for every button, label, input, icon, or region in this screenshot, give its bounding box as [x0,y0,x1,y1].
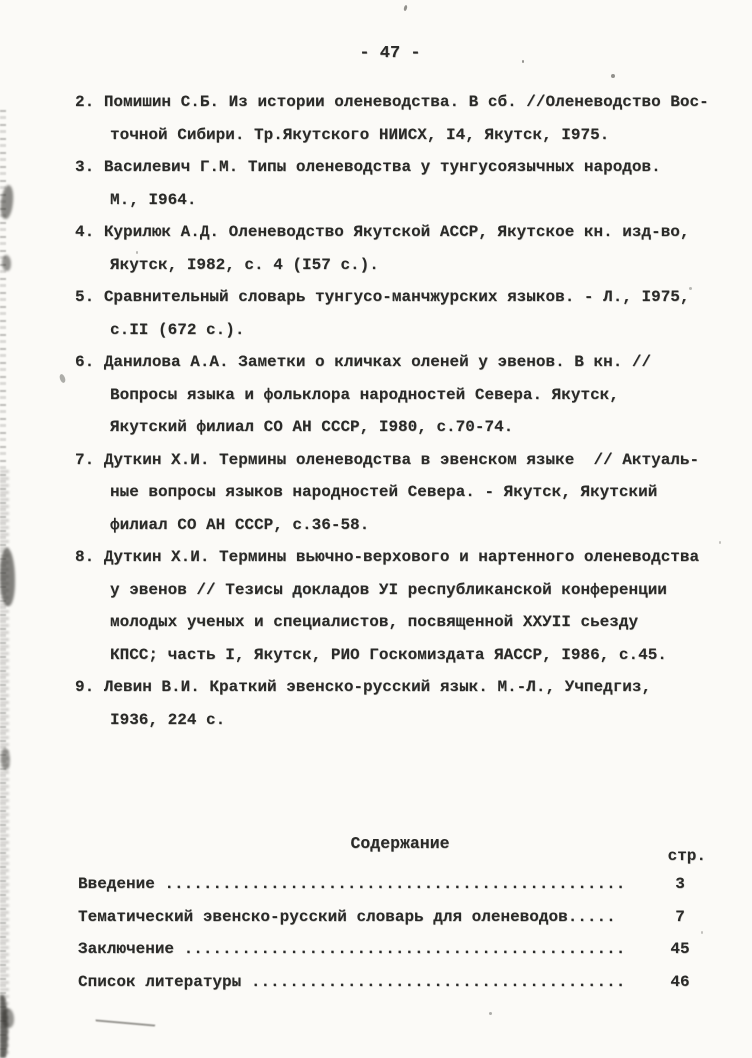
bib-entry-text: Дуткин Х.И. Термины оленеводства в эвенском языке // Актуаль- [103,450,700,469]
scan-artifact-smudge [0,184,15,219]
scan-artifact-left-edge [0,110,6,1058]
bib-entry-text: КПСС; часть I, Якутск, РИО Госкомиздата ЯАССР, I986, с.45. [110,645,667,664]
bib-entry-first-line [75,444,735,477]
bib-entry-number: 3. [75,158,104,176]
toc-row [78,966,722,999]
bib-entry-continuation-line [110,379,735,412]
toc-dot-leader: ..... [567,907,616,926]
bib-entry-number: 6. [75,353,104,371]
bib-entry-continuation-line [110,184,735,217]
bib-entry-first-line [75,541,735,574]
bib-entry-number: 4. [75,223,104,241]
bib-entry-number: 7. [75,450,104,469]
bib-entry-text: Данилова А.А. Заметки о кличках оленей у эвенов. В кн. // [103,353,652,371]
toc-page-number: 3 [675,875,685,893]
contents-page-column-header: стр. [667,847,706,865]
toc-page-number: 46 [670,972,690,991]
bib-entry-text: точной Сибири. Тр.Якутского НИИСХ, I4, Якутск, I975. [110,125,610,144]
bib-entry-first-line [75,346,735,379]
scan-artifact-speck [611,74,615,78]
bib-entry-text: Якутск, I982, с. 4 (I57 с.). [110,255,379,274]
bib-entry-continuation-line [110,574,735,607]
scan-artifact-smudge [2,255,11,271]
toc-entry-label: Список литературы [78,972,242,991]
scan-artifact-speck [59,373,67,383]
toc-dot-leader: .............................................. [174,940,626,958]
bib-entry-continuation-line [110,249,735,282]
toc-row [78,901,722,934]
toc-page-number: 7 [675,907,685,926]
bib-entry-text: Василевич Г.М. Типы оленеводства у тунгусоязычных народов. [103,158,661,176]
bib-entry-text: Левин В.И. Краткий эвенско-русский язык. М.-Л., Учпедгиз, [103,678,652,696]
bib-entry-first-line [75,281,735,314]
bibliography-list [75,86,735,736]
bib-entry-number: 8. [75,548,104,566]
scan-artifact-squiggle [95,1019,156,1034]
page-number: - 47 - [359,44,421,63]
bib-entry-continuation-line [110,476,735,509]
bib-entry-text: молодых ученых и специалистов, посвященной XXУII сьезду [110,613,639,631]
bib-entry-first-line [75,151,735,184]
bib-entry-first-line [75,671,735,704]
bib-entry-continuation-line [110,119,735,152]
scan-artifact-smudge [1,748,10,770]
scan-artifact-smudge [0,995,8,1058]
bib-entry-text: ные вопросы языков народностей Севера. - Якутск, Якутский [110,483,658,501]
toc-entry-label: Заключение [78,940,175,958]
scan-artifact-speck [403,5,407,12]
bib-entry-first-line [75,216,735,249]
bib-entry-continuation-line [110,411,735,444]
toc-page-number: 45 [670,940,690,958]
contents-title: Содержание [350,834,450,853]
bib-entry-text: Вопросы языка и фольклора народностей Севера. Якутск, [110,385,619,404]
bib-entry-text: М., I964. [110,190,197,209]
scan-artifact-left-edge [0,470,9,1058]
toc-entry-label: Тематический эвенско-русский словарь для оленеводов [78,907,568,926]
bib-entry-number: 2. [75,93,104,111]
bib-entry-text: с.II (672 с.). [110,320,245,339]
bib-entry-continuation-line [110,314,735,347]
bib-entry-continuation-line [110,704,735,737]
bib-entry-text: Курилюк А.Д. Оленеводство Якутской АССР, Якутское кн. изд-во, [103,223,690,241]
bib-entry-text: Якутский филиал СО АН СССР, I980, с.70-74. [110,418,514,436]
bib-entry-number: 9. [75,678,104,696]
toc-entry-label: Введение [78,875,155,893]
bib-entry-continuation-line [110,639,735,672]
bib-entry-continuation-line [110,509,735,542]
toc-dot-leader: ................................................ [154,875,626,893]
bib-entry-text: I936, 224 с. [110,710,226,729]
scan-artifact-smudge [2,1008,14,1028]
scan-artifact-smudge [0,548,15,606]
toc-row [78,868,722,901]
bib-entry-text: Помишин С.Б. Из истории оленеводства. В сб. //Оленеводство Вос- [103,93,709,111]
bib-entry-text: филиал СО АН СССР, с.36-58. [110,515,370,534]
bib-entry-number: 5. [75,288,104,306]
bib-entry-text: Сравнительный словарь тунгусо-манчжурских языков. - Л., I975, [103,288,690,306]
bib-entry-continuation-line [110,606,735,639]
bib-entry-first-line [75,86,735,119]
scan-artifact-speck [489,1012,492,1015]
contents-rows [78,868,722,998]
bib-entry-text: у эвенов // Тезисы докладов УI республиканской конференции [110,580,667,599]
toc-row [78,933,722,966]
bib-entry-text: Дуткин Х.И. Термины вьючно-верхового и нартенного оленеводства [103,548,700,566]
toc-dot-leader: ....................................... [241,972,626,991]
